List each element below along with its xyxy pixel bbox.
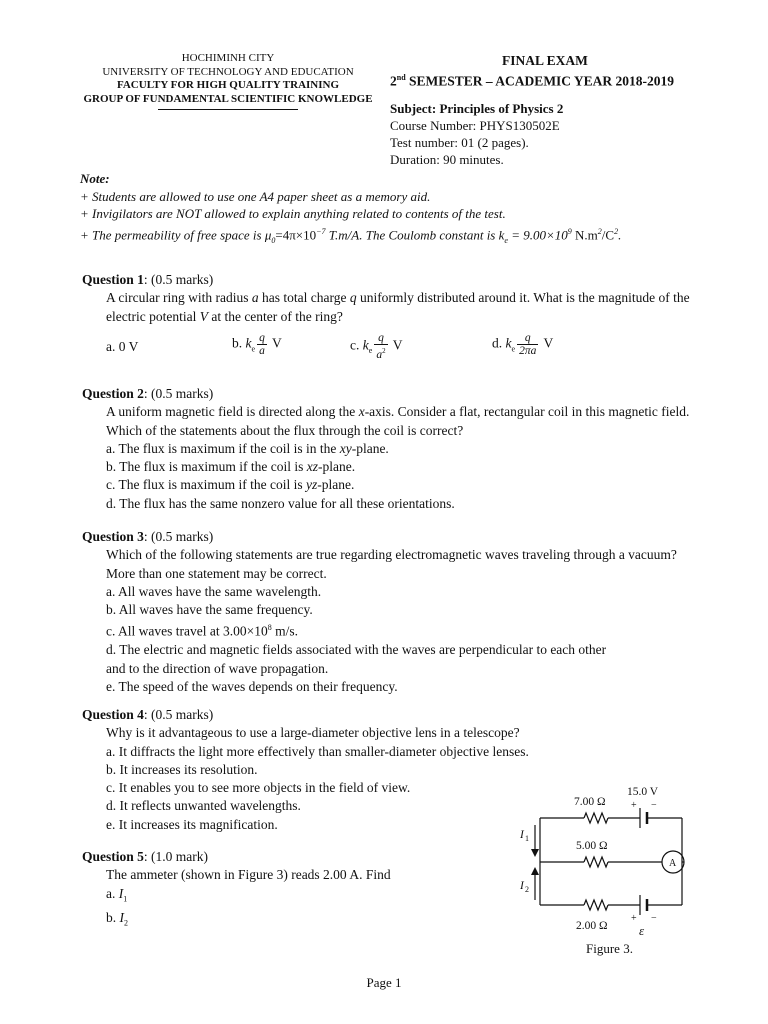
numerator: q xyxy=(517,332,538,345)
semester-ordinal: 2 xyxy=(390,73,397,89)
question-1 xyxy=(82,271,692,364)
i2-label: I xyxy=(520,880,524,892)
text: and to the direction of wave propagation. xyxy=(106,660,329,676)
i1-subscript: 1 xyxy=(525,834,529,843)
variable: a xyxy=(251,290,259,306)
option-e: e. It increases its magnification. xyxy=(106,816,278,832)
option-label: c. xyxy=(350,337,363,353)
r1-label: 7.00 Ω xyxy=(574,796,606,808)
variable: xy xyxy=(339,440,352,456)
note-label: Note: xyxy=(80,171,110,186)
city-name: HOCHIMINH CITY xyxy=(181,52,275,64)
exponent: 9 xyxy=(567,226,572,236)
r3-label: 2.00 Ω xyxy=(576,920,608,932)
exponent: 2 xyxy=(614,226,619,236)
battery-top-plus: + xyxy=(631,800,637,811)
option-b: b. It increases its resolution. xyxy=(106,761,258,777)
exam-title: FINAL EXAM xyxy=(502,53,588,68)
battery-top-minus: − xyxy=(651,800,657,811)
institution-header xyxy=(80,52,376,110)
note-text: /C xyxy=(601,226,615,242)
note-text: = 9.00×10 xyxy=(507,226,568,242)
page-number: Page 1 xyxy=(366,975,402,990)
unit: V xyxy=(268,335,282,351)
text: c. The flux is maximum if the coil is xyxy=(106,477,306,493)
option-label: b. xyxy=(232,335,246,351)
option-b: b. All waves have the same frequency. xyxy=(106,602,313,618)
option-e: e. The speed of the waves depends on their frequency. xyxy=(106,678,398,694)
question-marks: : (0.5 marks) xyxy=(143,707,214,722)
semester-suffix: nd xyxy=(396,73,406,82)
battery-top-label: 15.0 V xyxy=(627,786,659,798)
exponent: 8 xyxy=(267,623,272,633)
option-d xyxy=(82,641,692,678)
note-line-3 xyxy=(80,223,700,249)
text: at the center of the ring? xyxy=(207,308,343,324)
option-a: a. All waves have the same wavelength. xyxy=(106,583,322,599)
emf-label: ε xyxy=(639,923,645,938)
fraction xyxy=(257,332,267,357)
variable: x xyxy=(358,404,365,420)
question-text xyxy=(82,289,692,326)
note-text: . xyxy=(618,226,622,242)
text: A uniform magnetic field is directed along the xyxy=(106,404,359,420)
question-marks: : (0.5 marks) xyxy=(143,529,214,544)
exam-info xyxy=(390,52,700,168)
denominator: a xyxy=(259,344,265,357)
resistor-7ohm xyxy=(584,813,608,823)
note-text: =4π×10 xyxy=(275,226,317,242)
i2-arrow-up-icon xyxy=(531,867,539,875)
i1-arrow-down-icon xyxy=(531,849,539,857)
question-5 xyxy=(82,848,482,933)
option-c xyxy=(82,619,692,641)
note-text: N.m xyxy=(571,226,598,242)
question-text: Which of the following statements are true regarding electromagnetic waves traveling through a vacuum? More than one statement may be correct. xyxy=(106,547,677,581)
duration: Duration: 90 minutes. xyxy=(390,151,504,167)
question-text: Why is it advantageous to use a large-diameter objective lens in a telescope? xyxy=(106,725,520,741)
option-a: a. It diffracts the light more effectively than smaller-diameter objective lenses. xyxy=(106,743,529,759)
question-marks: : (0.5 marks) xyxy=(143,386,214,401)
option-label: b. xyxy=(106,909,120,925)
text: m/s. xyxy=(271,623,298,639)
question-title: Question 3 xyxy=(82,529,144,544)
option-a: a. 0 V xyxy=(106,338,139,354)
question-title: Question 4 xyxy=(82,707,144,722)
text: -plane. xyxy=(317,459,356,475)
unit: V xyxy=(540,335,554,351)
k-symbol: k xyxy=(498,226,505,242)
denominator xyxy=(374,345,387,361)
text: -axis. Consider a flat, rectangular coil in this magnetic field. Which of the statements about the flux through the coil is correct? xyxy=(106,404,690,438)
subject: Subject: Principles of Physics 2 xyxy=(390,100,564,116)
variable: k xyxy=(505,335,512,351)
i1-label: I xyxy=(520,829,524,841)
option-d: d. It reflects unwanted wavelengths. xyxy=(106,798,301,814)
question-marks: : (1.0 mark) xyxy=(143,849,208,864)
denominator: 2πa xyxy=(519,344,537,357)
ammeter-label: A xyxy=(669,858,677,869)
option-c: c. It enables you to see more objects in the field of view. xyxy=(106,780,411,796)
question-2 xyxy=(82,385,692,513)
exponent: −7 xyxy=(316,226,326,236)
exponent: 2 xyxy=(597,226,602,236)
r2-label: 5.00 Ω xyxy=(576,840,608,852)
option-b xyxy=(82,909,482,933)
option-label: d. xyxy=(492,335,506,351)
note-line-2: + Invigilators are NOT allowed to explain anything related to contents of the test. xyxy=(80,206,506,221)
mu-subscript: 0 xyxy=(271,235,276,245)
mu-symbol: μ xyxy=(264,226,272,242)
battery-bottom-minus: − xyxy=(651,913,657,924)
k-subscript: e xyxy=(504,235,508,245)
circuit-diagram xyxy=(500,775,700,940)
option-d: d. The flux has the same nonzero value for all these orientations. xyxy=(106,495,455,511)
subscript: e xyxy=(368,346,373,356)
variable: yz xyxy=(305,477,318,493)
question-title: Question 2 xyxy=(82,386,144,401)
university-name: UNIVERSITY OF TECHNOLOGY AND EDUCATION xyxy=(102,65,354,78)
option-a xyxy=(82,885,482,909)
text: a. The flux is maximum if the coil is in the xyxy=(106,440,340,456)
question-text: The ammeter (shown in Figure 3) reads 2.00 A. Find xyxy=(106,867,391,883)
numerator: q xyxy=(259,331,265,344)
text: c. All waves travel at 3.00×10 xyxy=(106,623,268,639)
exponent: 2 xyxy=(382,346,386,355)
option-d xyxy=(492,332,553,359)
variable: q xyxy=(349,290,357,306)
text: d. The electric and magnetic fields associated with the waves are perpendicular to each other xyxy=(106,642,607,658)
semester-line xyxy=(390,69,700,90)
option-a xyxy=(82,440,692,458)
variable: xz xyxy=(306,459,318,475)
variable: V xyxy=(199,308,208,324)
variable: I xyxy=(119,909,124,925)
unit: V xyxy=(389,337,403,353)
option-c xyxy=(350,332,402,361)
variable: a xyxy=(376,348,383,361)
fraction xyxy=(517,332,538,357)
variable: I xyxy=(118,885,124,901)
question-title: Question 1 xyxy=(82,272,144,287)
note-text: T.m/A. The Coulomb constant is xyxy=(325,226,499,242)
question-3 xyxy=(82,528,692,696)
header-rule xyxy=(158,109,298,110)
variable: k xyxy=(362,337,369,353)
answer-options xyxy=(82,332,692,364)
variable: k xyxy=(245,335,252,351)
resistor-5ohm xyxy=(584,857,608,867)
question-marks: : (0.5 marks) xyxy=(143,272,214,287)
text: has total charge xyxy=(258,290,350,306)
figure-caption: Figure 3. xyxy=(586,941,633,956)
note-line-1: + Students are allowed to use one A4 paper sheet as a memory aid. xyxy=(80,188,431,204)
resistor-2ohm xyxy=(584,900,608,910)
subscript: e xyxy=(511,344,516,354)
text: -plane. xyxy=(317,477,355,493)
subscript: 1 xyxy=(123,894,128,904)
i2-subscript: 2 xyxy=(525,885,529,894)
faculty-name: FACULTY FOR HIGH QUALITY TRAINING xyxy=(116,79,340,91)
numerator: q xyxy=(374,332,387,345)
option-c xyxy=(82,476,692,494)
option-label: a. xyxy=(106,885,119,901)
text: b. The flux is maximum if the coil is xyxy=(106,459,307,475)
option-b xyxy=(82,458,692,476)
test-number: Test number: 01 (2 pages). xyxy=(390,134,529,150)
question-text xyxy=(82,403,692,440)
semester-rest: SEMESTER – ACADEMIC YEAR 2018-2019 xyxy=(405,73,675,89)
subscript: 2 xyxy=(124,918,128,928)
exam-note xyxy=(80,170,700,249)
battery-bottom-plus: + xyxy=(631,913,637,924)
text: A circular ring with radius xyxy=(106,290,252,306)
course-number: Course Number: PHYS130502E xyxy=(390,117,560,133)
note-text: + The permeability of free space is xyxy=(80,226,265,242)
text: uniformly distributed around it. What is the magnitude of the electric potential xyxy=(106,290,690,324)
text: -plane. xyxy=(351,440,389,456)
group-name: GROUP OF FUNDAMENTAL SCIENTIFIC KNOWLEDGE xyxy=(83,92,373,105)
question-title: Question 5 xyxy=(82,849,144,864)
fraction xyxy=(374,332,387,361)
subscript: e xyxy=(251,344,256,354)
option-b xyxy=(232,332,282,359)
